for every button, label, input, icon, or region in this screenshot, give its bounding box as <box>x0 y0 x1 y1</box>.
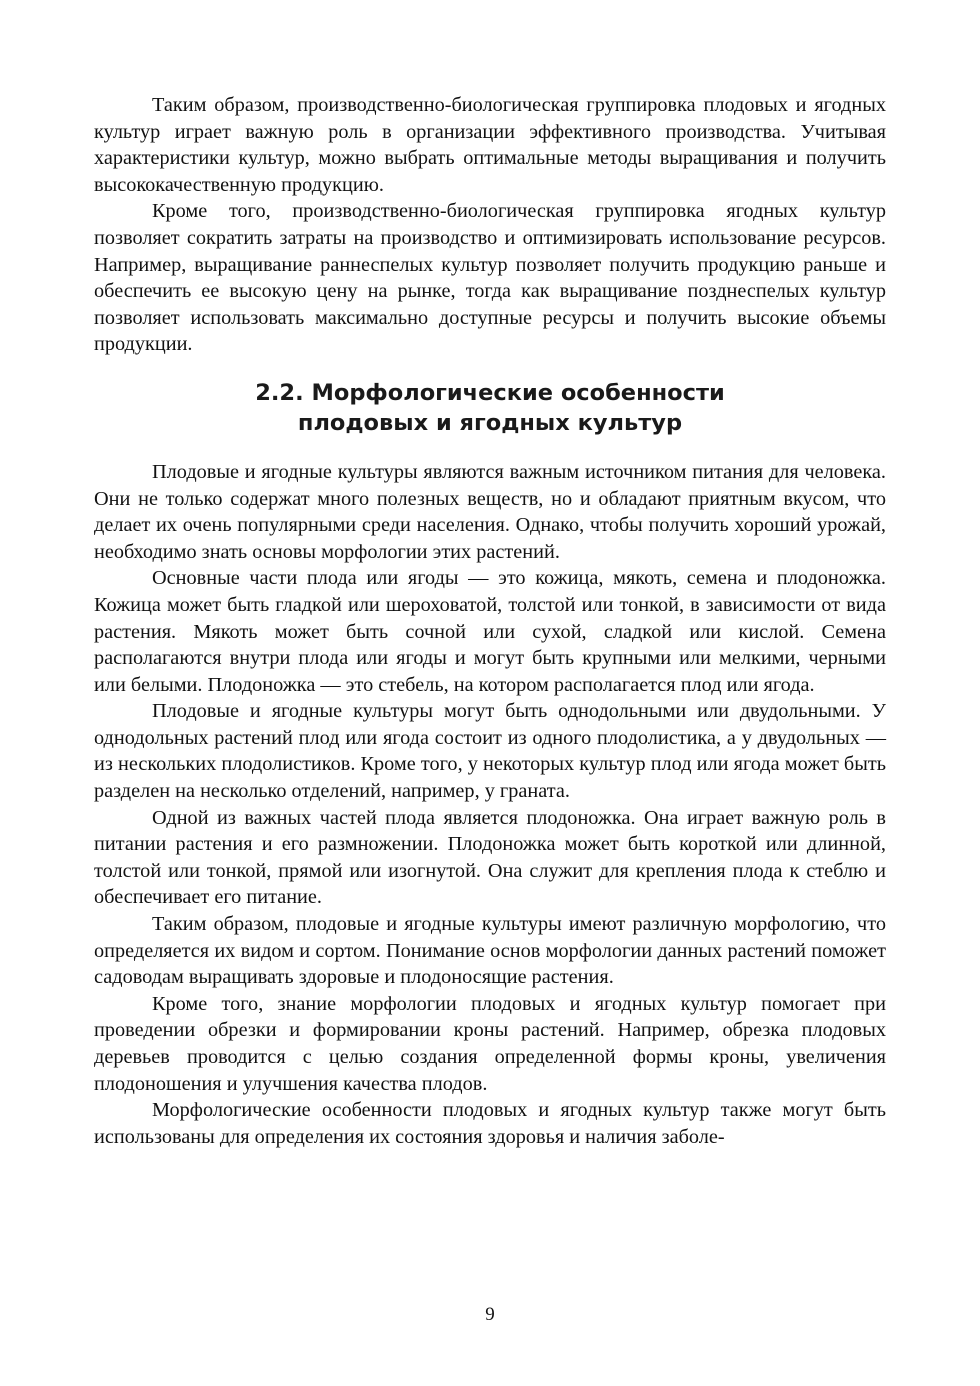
paragraph: Морфологические особенности плодовых и ягодных культур также могут быть использованы для определения их состояния здоровья и наличия заболе- <box>94 1099 886 1148</box>
paragraph: Одной из важных частей плода является плодоножка. Она играет важную роль в питании растения и его размножении. Плодоножка может быть короткой или длинной, толстой или тонкой, прямой или изогнутой. Она служит для крепления плода к стеблю и обеспечивает его питание. <box>94 806 886 909</box>
page-body <box>94 92 886 1150</box>
paragraph: Таким образом, плодовые и ягодные культуры имеют различную морфологию, что определяется их видом и сортом. Понимание основ морфологии данных растений поможет садоводам выращивать здоровые и плодоносящие растения. <box>94 913 886 989</box>
page-number: 9 <box>485 1304 495 1325</box>
paragraph: Кроме того, производственно-биологическая группировка ягодных культур позволяет сократить затраты на производство и оптимизировать использование ресурсов. Например, выращивание раннеспелых культур позволяет получить продукцию раньше и обеспечить ее высокую цену на рынке, тогда как выращивание позднеспелых культур позволяет использовать максимально доступные ресурсы и получить высокие объемы продукции. <box>94 200 886 356</box>
paragraph: Основные части плода или ягоды — это кожица, мякоть, семена и плодоножка. Кожица может быть гладкой или шероховатой, толстой или тонкой, в зависимости от вида растения. Мякоть может быть сочной или сухой, сладкой или кислой. Семена располагаются внутри плода или ягоды и могут быть крупными или мелкими, черными или белыми. Плодоножка — это стебель, на котором располагается плод или ягода. <box>94 567 886 696</box>
paragraph: Плодовые и ягодные культуры могут быть однодольными или двудольными. У однодольных растений плод или ягода состоит из одного плодолистика, а у двудольных — из нескольких плодолистиков. Кроме того, у некоторых культур плод или ягода может быть разделен на несколько отделений, например, у граната. <box>94 700 886 803</box>
paragraph: Плодовые и ягодные культуры являются важным источником питания для человека. Они не только содержат много полезных веществ, но и обладают приятным вкусом, что делает их очень популярными среди населения. Однако, чтобы получить хороший урожай, необходимо знать основы морфологии этих растений. <box>94 460 886 563</box>
paragraph: Таким образом, производственно-биологическая группировка плодовых и ягодных культур играет важную роль в организации эффективного производства. Учитывая характеристики культур, можно выбрать оптимальные методы выращивания и получить высококачественную продукцию. <box>94 94 886 196</box>
section-heading-line-1: 2.2. Морфологические особенности <box>255 379 725 406</box>
section-heading <box>94 378 886 439</box>
section-heading-line-2: плодовых и ягодных культур <box>297 410 683 437</box>
paragraph: Кроме того, знание морфологии плодовых и ягодных культур помогает при проведении обрезки и формировании кроны растений. Например, обрезка плодовых деревьев проводится с целью создания определенной формы кроны, увеличения плодоношения и улучшения качества плодов. <box>94 992 886 1095</box>
